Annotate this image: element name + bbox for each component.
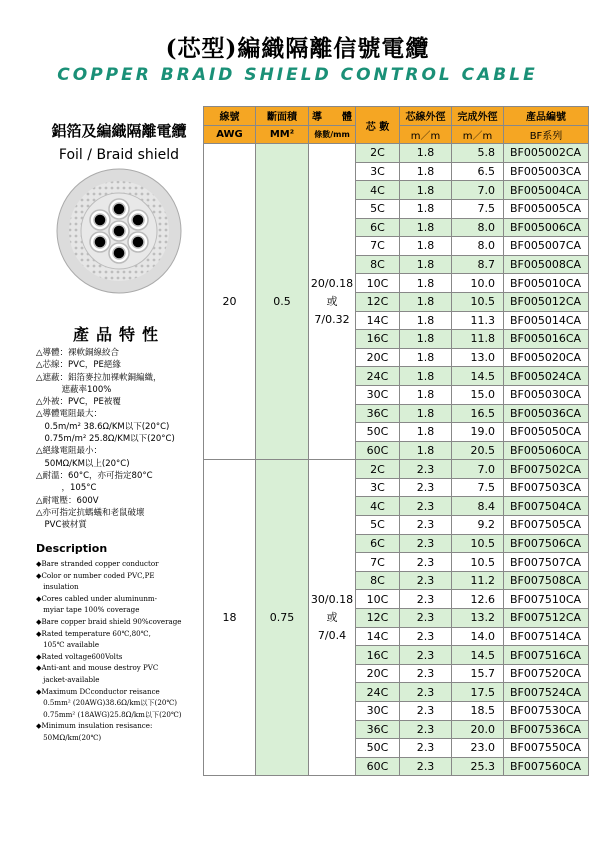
- page-subtitle: COPPER BRAID SHIELD CONTROL CABLE: [57, 65, 538, 85]
- core-od-cell: 2.3: [400, 720, 452, 739]
- finished-od-cell: 7.5: [452, 478, 504, 497]
- core-od-cell: 1.8: [400, 181, 452, 200]
- product-code-cell: BF005050CA: [504, 423, 589, 442]
- core-od-cell: 1.8: [400, 274, 452, 293]
- description-item: 105℃ available: [36, 640, 100, 650]
- strands-line: 7/0.32: [314, 312, 350, 326]
- page-title: (芯型)編織隔離信號電纜: [165, 35, 430, 62]
- description-item: ◆Color or number coded PVC,PE: [36, 570, 155, 580]
- header-mm2: MM²: [256, 125, 309, 144]
- header-cores: 芯 數: [356, 107, 400, 144]
- header-conductor: 導 體: [309, 107, 356, 126]
- core-od-cell: 1.8: [400, 199, 452, 218]
- finished-od-cell: 11.2: [452, 571, 504, 590]
- core-od-cell: 2.3: [400, 739, 452, 758]
- cores-cell: 20C: [356, 348, 400, 367]
- product-code-cell: BF005006CA: [504, 218, 589, 237]
- finished-od-cell: 8.7: [452, 255, 504, 274]
- finished-od-cell: 14.5: [452, 367, 504, 386]
- strands-cell: [309, 460, 356, 776]
- cores-cell: 16C: [356, 330, 400, 349]
- cores-cell: 36C: [356, 720, 400, 739]
- finished-od-cell: 18.5: [452, 702, 504, 721]
- product-code-cell: BF007530CA: [504, 702, 589, 721]
- cores-cell: 4C: [356, 497, 400, 516]
- product-code-cell: BF005010CA: [504, 274, 589, 293]
- finished-od-cell: 12.6: [452, 590, 504, 609]
- description-item: ◆Rated temperature 60℃,80℃,: [36, 628, 151, 638]
- awg-cell: 20: [204, 144, 256, 460]
- product-code-cell: BF005014CA: [504, 311, 589, 330]
- finished-od-cell: 17.5: [452, 683, 504, 702]
- cores-cell: 4C: [356, 181, 400, 200]
- finished-od-cell: 10.5: [452, 553, 504, 572]
- finished-od-cell: 20.0: [452, 720, 504, 739]
- core-od-cell: 2.3: [400, 646, 452, 665]
- strands-line: 7/0.4: [317, 628, 347, 642]
- finished-od-cell: 7.5: [452, 199, 504, 218]
- cores-cell: 5C: [356, 199, 400, 218]
- description-item: myiar tape 100% coverage: [36, 605, 140, 615]
- product-code-cell: BF005005CA: [504, 199, 589, 218]
- description-item: ◆Bare copper braid shield 90%coverage: [36, 616, 182, 626]
- strands-cell: [309, 144, 356, 460]
- cores-cell: 14C: [356, 311, 400, 330]
- cores-cell: 12C: [356, 292, 400, 311]
- header-core-od: 芯線外徑: [400, 107, 452, 126]
- finished-od-cell: 10.5: [452, 534, 504, 553]
- product-code-cell: BF005012CA: [504, 292, 589, 311]
- core-od-cell: 1.8: [400, 292, 452, 311]
- area-cell: 0.75: [256, 460, 309, 776]
- finished-od-cell: 8.0: [452, 218, 504, 237]
- spec-table: [203, 106, 589, 776]
- features-list: [36, 347, 208, 531]
- cores-cell: 10C: [356, 590, 400, 609]
- feature-item: △導體電阻最大：: [36, 409, 103, 420]
- core-od-cell: 1.8: [400, 311, 452, 330]
- area-cell: 0.5: [256, 144, 309, 460]
- feature-item: △導體：裸軟銅線絞合: [36, 348, 120, 358]
- description-item: 0.75mm² (18AWG)25.8Ω/km以下(20℃): [36, 709, 182, 719]
- description-item: insulation: [36, 582, 79, 592]
- cores-cell: 36C: [356, 404, 400, 423]
- cores-cell: 50C: [356, 739, 400, 758]
- finished-od-cell: 13.0: [452, 348, 504, 367]
- product-code-cell: BF007502CA: [504, 460, 589, 479]
- core-od-cell: 2.3: [400, 516, 452, 535]
- core-od-cell: 2.3: [400, 627, 452, 646]
- cores-cell: 30C: [356, 702, 400, 721]
- cores-cell: 7C: [356, 553, 400, 572]
- product-code-cell: BF005004CA: [504, 181, 589, 200]
- header-finished-od-unit: m／m: [452, 125, 504, 144]
- feature-item: 0.5m/m² 38.6Ω/KM以下(20°C): [36, 421, 170, 432]
- product-code-cell: BF005020CA: [504, 348, 589, 367]
- feature-item: △絕緣電阻最小：: [36, 446, 103, 457]
- strands-line: 30/0.18: [310, 592, 354, 606]
- cores-cell: 6C: [356, 534, 400, 553]
- finished-od-cell: 25.3: [452, 757, 504, 776]
- cores-cell: 2C: [356, 460, 400, 479]
- finished-od-cell: 23.0: [452, 739, 504, 758]
- cores-cell: 3C: [356, 478, 400, 497]
- description-item: ◆Cores cabled under aluminunm-: [36, 593, 158, 603]
- feature-item: 0.75m/m² 25.8Ω/KM以下(20°C): [36, 434, 175, 445]
- finished-od-cell: 16.5: [452, 404, 504, 423]
- finished-od-cell: 11.3: [452, 311, 504, 330]
- product-code-cell: BF007510CA: [504, 590, 589, 609]
- finished-od-cell: 9.2: [452, 516, 504, 535]
- strands-line: 或: [326, 294, 338, 308]
- strands-line: 或: [326, 610, 338, 624]
- description-list: [36, 558, 212, 744]
- description-item: ◆Maximum DCconductor reisance: [36, 686, 160, 696]
- description-item: ◆Minimum insulation resisance:: [36, 721, 153, 731]
- cores-cell: 5C: [356, 516, 400, 535]
- finished-od-cell: 6.5: [452, 162, 504, 181]
- core-od-cell: 1.8: [400, 330, 452, 349]
- product-code-cell: BF007520CA: [504, 664, 589, 683]
- product-code-cell: BF005008CA: [504, 255, 589, 274]
- finished-od-cell: 8.4: [452, 497, 504, 516]
- header-finished-od: 完成外徑: [452, 107, 504, 126]
- product-code-cell: BF005003CA: [504, 162, 589, 181]
- header-core-od-unit: m／m: [400, 125, 452, 144]
- finished-od-cell: 15.0: [452, 385, 504, 404]
- finished-od-cell: 10.5: [452, 292, 504, 311]
- description-item: ◆Anti-ant and mouse destroy PVC: [36, 663, 159, 673]
- cores-cell: 50C: [356, 423, 400, 442]
- cores-cell: 20C: [356, 664, 400, 683]
- core-od-cell: 1.8: [400, 385, 452, 404]
- core-od-cell: 2.3: [400, 478, 452, 497]
- core-od-cell: 1.8: [400, 144, 452, 163]
- product-code-cell: BF007516CA: [504, 646, 589, 665]
- header-awg: AWG: [204, 125, 256, 144]
- finished-od-cell: 14.0: [452, 627, 504, 646]
- feature-item: △亦可指定抗螞蟻和老鼠破壞: [36, 507, 145, 518]
- core-od-cell: 1.8: [400, 441, 452, 460]
- header-code-series: BF系列: [504, 125, 589, 144]
- product-code-cell: BF007508CA: [504, 571, 589, 590]
- core-od-cell: 2.3: [400, 609, 452, 628]
- header-strands: 條數/mm: [309, 125, 356, 144]
- finished-od-cell: 10.0: [452, 274, 504, 293]
- cores-cell: 60C: [356, 757, 400, 776]
- product-subtitle: Foil / Braid shield: [58, 147, 180, 163]
- cores-cell: 6C: [356, 218, 400, 237]
- finished-od-cell: 13.2: [452, 609, 504, 628]
- core-od-cell: 2.3: [400, 497, 452, 516]
- core-od-cell: 2.3: [400, 571, 452, 590]
- header-gauge: 線號: [204, 107, 256, 126]
- finished-od-cell: 20.5: [452, 441, 504, 460]
- core-od-cell: 2.3: [400, 534, 452, 553]
- product-code-cell: BF007506CA: [504, 534, 589, 553]
- product-code-cell: BF007505CA: [504, 516, 589, 535]
- core-od-cell: 1.8: [400, 218, 452, 237]
- core-od-cell: 2.3: [400, 702, 452, 721]
- feature-item: △耐溫：60°C，亦可指定80°C: [36, 470, 153, 481]
- cores-cell: 12C: [356, 609, 400, 628]
- product-code-cell: BF005030CA: [504, 385, 589, 404]
- description-item: 0.5mm² (20AWG)38.6Ω/km以下(20℃): [36, 698, 178, 708]
- feature-item: PVC被材質: [36, 520, 87, 531]
- product-code-cell: BF007512CA: [504, 609, 589, 628]
- description-item: ◆Bare stranded copper conductor: [36, 559, 159, 568]
- cores-cell: 60C: [356, 441, 400, 460]
- product-code-cell: BF005024CA: [504, 367, 589, 386]
- core-od-cell: 1.8: [400, 255, 452, 274]
- cores-cell: 8C: [356, 255, 400, 274]
- core-od-cell: 1.8: [400, 348, 452, 367]
- finished-od-cell: 14.5: [452, 646, 504, 665]
- description-title: Description: [36, 542, 108, 555]
- core-od-cell: 2.3: [400, 757, 452, 776]
- finished-od-cell: 7.0: [452, 181, 504, 200]
- product-code-cell: BF007560CA: [504, 757, 589, 776]
- feature-item: △遮蔽：鋁箔麥拉加裸軟銅編織，: [36, 372, 162, 383]
- product-title: 鋁箔及編織隔離電纜: [51, 122, 187, 140]
- core-od-cell: 2.3: [400, 553, 452, 572]
- header-area: 斷面積: [256, 107, 309, 126]
- core-od-cell: 1.8: [400, 423, 452, 442]
- finished-od-cell: 15.7: [452, 664, 504, 683]
- product-code-cell: BF005060CA: [504, 441, 589, 460]
- finished-od-cell: 11.8: [452, 330, 504, 349]
- product-code-cell: BF007504CA: [504, 497, 589, 516]
- product-code-cell: BF007503CA: [504, 478, 589, 497]
- feature-item: 50MΩ/KM以上(20°C): [36, 458, 130, 469]
- awg-cell: 18: [204, 460, 256, 776]
- cores-cell: 16C: [356, 646, 400, 665]
- cores-cell: 24C: [356, 367, 400, 386]
- feature-item: △芯線：PVC，PE絕緣: [36, 360, 121, 371]
- core-od-cell: 2.3: [400, 683, 452, 702]
- product-code-cell: BF007550CA: [504, 739, 589, 758]
- cores-cell: 30C: [356, 385, 400, 404]
- cores-cell: 24C: [356, 683, 400, 702]
- table-row: [204, 144, 589, 163]
- product-code-cell: BF005016CA: [504, 330, 589, 349]
- cores-cell: 10C: [356, 274, 400, 293]
- core-od-cell: 1.8: [400, 237, 452, 256]
- description-item: ◆Rated voltage600Volts: [36, 651, 123, 661]
- feature-item: ，105°C: [36, 483, 97, 494]
- product-code-cell: BF005002CA: [504, 144, 589, 163]
- feature-item: △耐電壓：600V: [36, 495, 99, 506]
- product-code-cell: BF005036CA: [504, 404, 589, 423]
- finished-od-cell: 19.0: [452, 423, 504, 442]
- core-od-cell: 2.3: [400, 590, 452, 609]
- core-od-cell: 1.8: [400, 367, 452, 386]
- strands-line: 20/0.18: [310, 276, 354, 290]
- core-od-cell: 2.3: [400, 664, 452, 683]
- cores-cell: 8C: [356, 571, 400, 590]
- feature-item: △外被：PVC，PE被覆: [36, 397, 121, 408]
- header-code: 產品編號: [504, 107, 589, 126]
- feature-item: 遮蔽率100%: [36, 384, 112, 395]
- cores-cell: 14C: [356, 627, 400, 646]
- features-title: 產品特性: [72, 325, 165, 344]
- product-code-cell: BF007524CA: [504, 683, 589, 702]
- core-od-cell: 1.8: [400, 404, 452, 423]
- finished-od-cell: 5.8: [452, 144, 504, 163]
- finished-od-cell: 7.0: [452, 460, 504, 479]
- cores-cell: 3C: [356, 162, 400, 181]
- description-item: jacket-available: [36, 674, 100, 684]
- core-od-cell: 1.8: [400, 162, 452, 181]
- core-od-cell: 2.3: [400, 460, 452, 479]
- product-code-cell: BF007514CA: [504, 627, 589, 646]
- cores-cell: 2C: [356, 144, 400, 163]
- finished-od-cell: 8.0: [452, 237, 504, 256]
- product-code-cell: BF005007CA: [504, 237, 589, 256]
- product-code-cell: BF007536CA: [504, 720, 589, 739]
- cores-cell: 7C: [356, 237, 400, 256]
- description-item: 50MΩ/km(20℃): [36, 732, 102, 742]
- table-row: [204, 460, 589, 479]
- product-code-cell: BF007507CA: [504, 553, 589, 572]
- cable-cross-section-icon: [55, 167, 183, 295]
